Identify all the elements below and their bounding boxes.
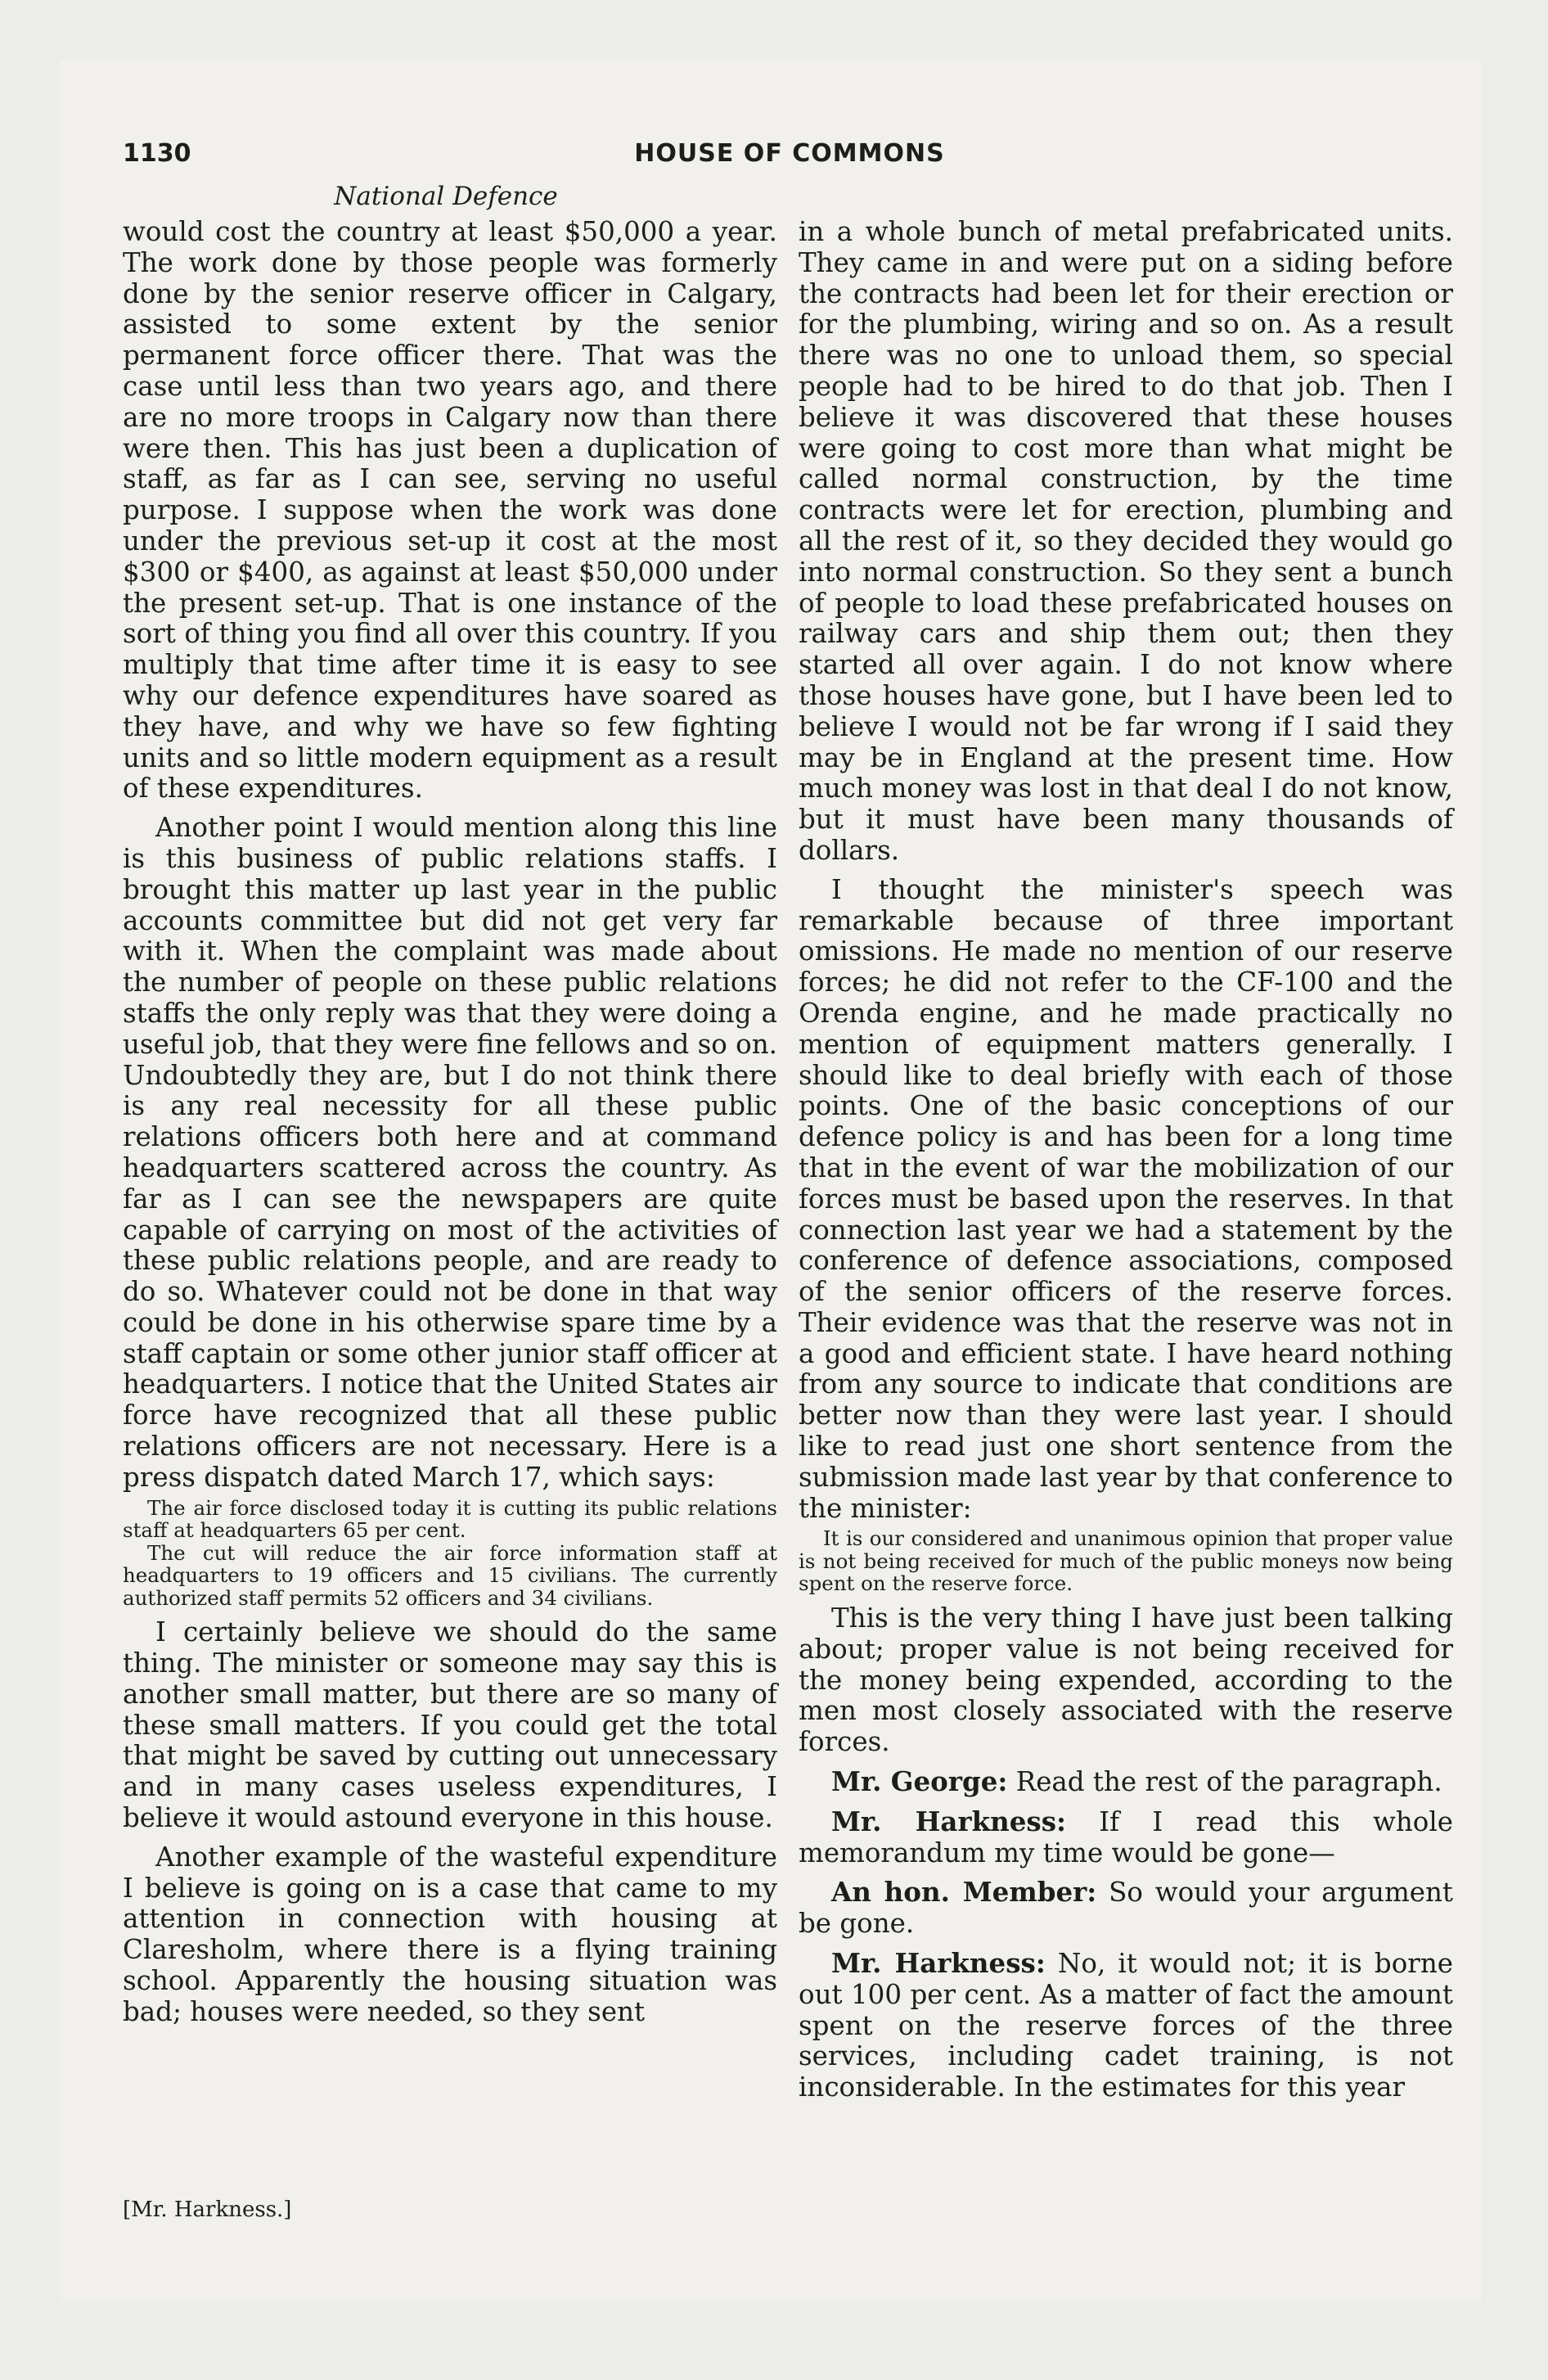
speaker-name: An hon. Member:: [831, 1876, 1097, 1909]
quote-paragraph: The air force disclosed today it is cutting its public relations staff at headquarters 65 per cent.: [123, 1495, 777, 1543]
speech-text: If I read this whole memorandum my time would be gone—: [799, 1805, 1453, 1868]
page-header: [123, 139, 1456, 172]
speech-text: No, it would not; it is borne out 100 per cent. As a matter of fact the amount spent on the reserve forces of the three services, including cadet training, is not inconsiderable. In the estimates for this year: [799, 1947, 1453, 2103]
left-column: [123, 217, 777, 2028]
paragraph: I thought the minister's speech was remarkable because of three important omissions. He made no mention of our reserve forces; he did not refer to the CF-100 and the Orenda engine, and he made practically no mention of equipment matters generally. I should like to deal briefly with each of those points. One of the basic conceptions of our defence policy is and has been for a long time that in the event of war the mobilization of our forces must be based upon the reserves. In that connection last year we had a statement by the conference of defence associations, composed of the senior officers of the reserve forces. Their evidence was that the reserve was not in a good and efficient state. I have heard nothing from any source to indicate that conditions are better now than they were last year. I should like to read just one short sentence from the submission made last year by that conference to the minister:: [799, 873, 1453, 1524]
page-number: 1130: [123, 139, 191, 168]
paragraph: Another point I would mention along this line is this business of public relations staffs. I brought this matter up last year in the public accounts committee but did not get very far with it. When the complaint was made about the number of people on these public relations staffs the only reply was that they were doing a useful job, that they were fine fellows and so on. Undoubtedly they are, but I do not think there is any real necessity for all these public relations officers both here and at command headquarters scattered across the country. As far as I can see the newspapers are quite capable of carrying on most of the activities of these public relations people, and are ready to do so. Whatever could not be done in that way could be done in his otherwise spare time by a staff captain or some other junior staff officer at headquarters. I notice that the United States air force have recognized that all these public relations officers are not necessary. Here is a press dispatch dated March 17, which says:: [123, 812, 777, 1493]
speaker-name: Mr. Harkness:: [831, 1805, 1066, 1837]
speech-turn: [799, 1948, 1453, 2103]
paragraph: This is the very thing I have just been talking about; proper value is not being received for the money being expended, according to the men most closely associated with the reserve forces.: [799, 1602, 1453, 1758]
right-column: [799, 217, 1453, 2103]
speech-text: Read the rest of the paragraph.: [1007, 1765, 1442, 1797]
quote-paragraph: The cut will reduce the air force information staff at headquarters to 19 officers and 15 civilians. The currently authorized staff permits 52 officers and 34 civilians.: [123, 1540, 777, 1610]
speaker-footer: [Mr. Harkness.]: [123, 2197, 292, 2222]
running-head: HOUSE OF COMMONS: [634, 139, 945, 168]
block-quote: [123, 1497, 777, 1610]
speech-text: So would your argument be gone.: [799, 1877, 1453, 1940]
speech-turn: [799, 1806, 1453, 1869]
paragraph: in a whole bunch of metal prefabricated units. They came in and were put on a siding before the contracts had been let for their erection or for the plumbing, wiring and so on. As a result there was no one to unload them, so special people had to be hired to do that job. Then I believe it was discovered that these houses were going to cost more than what might be called normal construction, by the time contracts were let for erection, plumbing and all the rest of it, so they decided they would go into normal construction. So they sent a bunch of people to load these prefabricated houses on railway cars and ship them out; then they started all over again. I do not know where those houses have gone, but I have been led to believe I would not be far wrong if I said they may be in England at the present time. How much money was lost in that deal I do not know, but it must have been many thousands of dollars.: [799, 216, 1453, 866]
paragraph: would cost the country at least $50,000 a year. The work done by those people was formerly done by the senior reserve officer in Calgary, assisted to some extent by the senior permanent force officer there. That was the case until less than two years ago, and there are no more troops in Calgary now than there were then. This has just been a duplication of staff, as far as I can see, serving no useful purpose. I suppose when the work was done under the previous set-up it cost at the most $300 or $400, as against at least $50,000 under the present set-up. That is one instance of the sort of thing you find all over this country. If you multiply that time after time it is easy to see why our defence expenditures have soared as they have, and why we have so few fighting units and so little modern equipment as a result of these expenditures.: [123, 216, 777, 805]
speaker-name: Mr. George:: [831, 1765, 1008, 1797]
paragraph: Another example of the wasteful expenditure I believe is going on is a case that came to my attention in connection with housing at Claresholm, where there is a flying training school. Apparently the housing situation was bad; houses were needed, so they sent: [123, 1841, 777, 2027]
block-quote: [799, 1527, 1453, 1595]
speaker-name: Mr. Harkness:: [831, 1946, 1046, 1979]
speech-turn: [799, 1877, 1453, 1940]
paragraph: I certainly believe we should do the same thing. The minister or someone may say this is another small matter, but there are so many of these small matters. If you could get the total that might be saved by cutting out unnecessary and in many cases useless expenditures, I believe it would astound everyone in this house.: [123, 1616, 777, 1833]
section-subject: National Defence: [334, 182, 558, 211]
quote-paragraph: It is our considered and unanimous opinion that proper value is not being received for much of the public moneys now being spent on the reserve force.: [799, 1526, 1453, 1596]
speech-turn: [799, 1766, 1453, 1798]
